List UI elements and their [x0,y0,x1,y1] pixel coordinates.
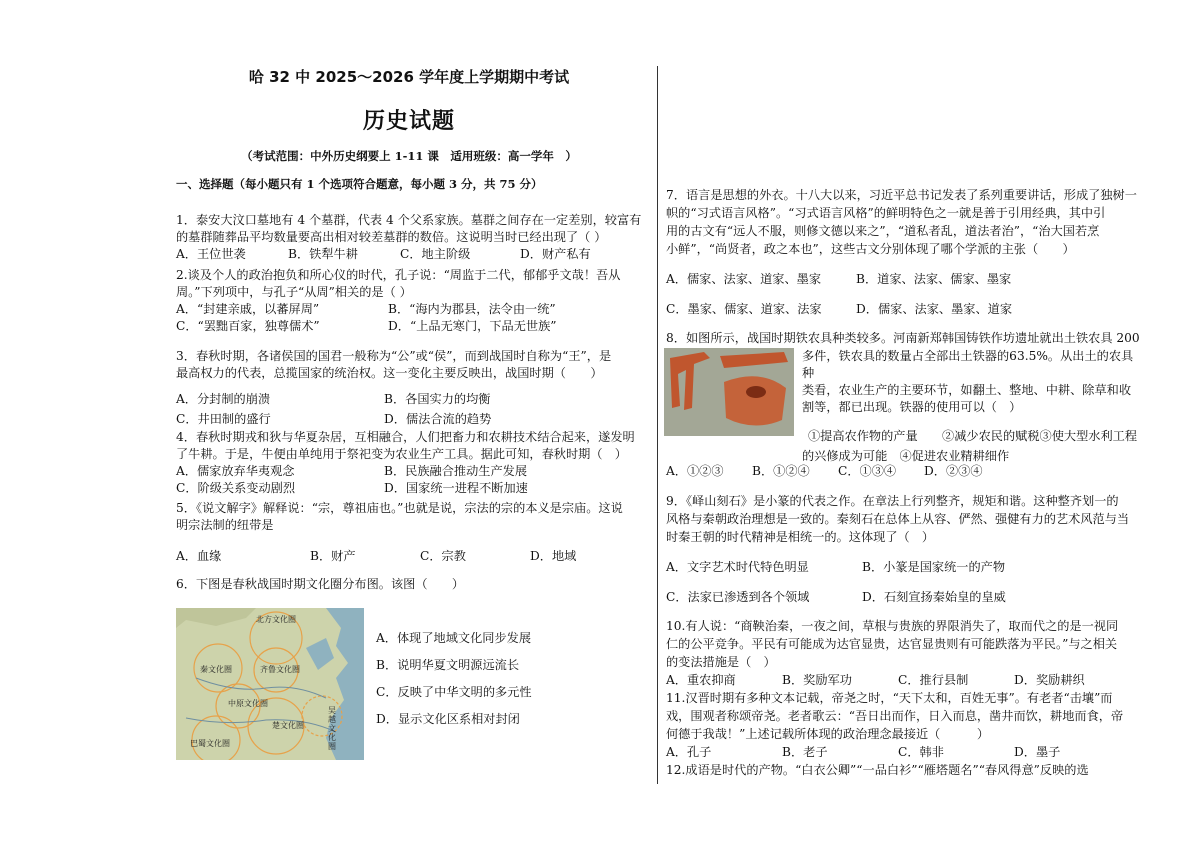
q6-option-b: B．说明华夏文明源远流长 [376,658,520,672]
q8-option-d: D．②③④ [924,464,983,478]
q6-options [376,630,646,728]
culture-map-image [176,608,364,760]
iron-tools-image [664,348,794,436]
q5-options [176,548,646,565]
q3-options-row2 [176,411,646,428]
q8-body [802,348,1144,465]
q8-options [666,463,1142,480]
q9-stem-line2: 风格与秦朝政治理想是一致的。秦刻石在总体上从容、俨然、强健有力的艺术风范与当 [666,512,1130,526]
q4-stem-line1: 4．春秋时期戎和狄与华夏杂居，互相融合，人们把畜力和农耕技术结合起来，遂发明 [176,430,635,444]
q1-stem-line1: 1．泰安大汶口墓地有 4 个墓群，代表 4 个父系家族。墓群之间存在一定差别，较富有 [176,213,642,227]
q4-option-c: C．阶级关系变动剧烈 [176,481,296,495]
q1-option-b: B．铁犁牛耕 [288,247,358,261]
q6-option-c: C．反映了中华文明的多元性 [376,685,532,699]
q2-option-d: D．“上品无寒门，下品无世族” [388,319,557,333]
q7-stem-line4: 小鲜”，“尚贤者，政之本也”，这些古文分别体现了哪个学派的主张（ ） [666,242,1075,256]
q1-option-a: A．王位世袭 [176,247,246,261]
q2 [176,267,646,335]
q7-options-row2 [666,300,1142,318]
q3-stem-line1: 3．春秋时期，各诸侯国的国君一般称为“公”或“侯”，而到战国时自称为“王”，是 [176,349,612,363]
q5-option-c: C．宗教 [420,549,466,563]
q11-options [666,743,1142,761]
q3-options-row1 [176,391,646,408]
q10-option-a: A．重农抑商 [666,673,736,687]
section-heading [176,176,642,192]
q1 [176,212,646,263]
q11 [666,689,1142,761]
q8-option-a: A．①②③ [666,464,724,478]
q8-choices-line1: ①提高农作物的产量 ②减少农民的赋税③使大型水利工程 [808,429,1138,443]
q11-option-a: A．孔子 [666,745,712,759]
q9-stem-line3: 时秦王朝的时代精神是相统一的。这体现了（ ） [666,530,935,544]
q4-option-d: D．国家统一进程不断加速 [384,481,528,495]
q7 [666,186,1142,318]
column-divider [657,66,658,784]
q10-option-b: B．奖励军功 [782,673,852,687]
q8-stem-line1: 8．如图所示，战国时期铁农具种类较多。河南新郑韩国铸铁作坊遗址就出土铁农具 200 [666,331,1140,345]
q8-stem-line4: 割等，都已出现。铁器的使用可以（ ） [802,400,1022,414]
map-label-qin: 秦文化圈 [200,665,232,674]
q5-option-b: B．财产 [310,549,356,563]
map-label-north: 北方文化圈 [256,615,296,624]
q11-option-c: C．韩非 [898,745,944,759]
q7-option-a: A．儒家、法家、道家、墨家 [666,272,822,286]
q11-stem-line2: 戏，围观者称颂帝尧。老者歌云：“吾日出而作，日入而息，凿井而饮，耕地而食，帝 [666,709,1124,723]
q3-option-b: B．各国实力的均衡 [384,392,491,406]
q4-stem-line2: 了牛耕。于是，牛便由单纯用于祭祀变为农业生产工具。据此可知，春秋时期（ ） [176,447,627,461]
q7-stem-line3: 用的古文有“远人不服，则修文德以来之”，“道私者乱，道法者治”，“治大国若烹 [666,224,1100,238]
q3-option-d: D．儒法合流的趋势 [384,412,492,426]
q4 [176,429,646,497]
q9-option-c: C．法家已渗透到各个领域 [666,590,810,604]
q7-options-row1 [666,270,1142,288]
q9-option-d: D．石刻宣扬秦始皇的皇威 [862,590,1006,604]
q12-stem-line1: 12.成语是时代的产物。“白衣公卿”“一品白衫”“雁塔题名”“春风得意”反映的选 [666,763,1089,777]
q1-option-d: D．财产私有 [520,247,591,261]
q9 [666,492,1142,606]
map-label-qilu: 齐鲁文化圈 [260,665,300,674]
q1-option-c: C．地主阶级 [400,247,471,261]
q3-option-c: C．井田制的盛行 [176,412,271,426]
q10-options [666,671,1142,689]
q2-stem-line1: 2.谈及个人的政治抱负和所心仪的时代，孔子说：“周监于二代，郁郁乎文哉！吾从 [176,268,621,282]
q7-stem-line2: 帜的“习式语言风格”。“习式语言风格”的鲜明特色之一就是善于引用经典，其中引 [666,206,1106,220]
q4-options-row2 [176,480,646,497]
q11-option-d: D．墨子 [1014,745,1061,759]
q10-option-c: C．推行县制 [898,673,969,687]
q3 [176,348,646,428]
q3-option-a: A．分封制的崩溃 [176,392,271,406]
subject-title: 历史试题 [362,109,455,134]
q8-option-c: C．①③④ [838,464,897,478]
q8-choices-line2: 的兴修成为可能 ④促进农业精耕细作 [802,449,1010,463]
q3-stem-line2: 最高权力的代表，总揽国家的统治权。这一变化主要反映出，战国时期（ ） [176,366,603,380]
exam-title: 哈 32 中 2025～2026 学年度上学期期中考试 [248,68,570,86]
q9-option-b: B．小篆是国家统一的产物 [862,560,1006,574]
q10-option-d: D．奖励耕织 [1014,673,1085,687]
q10-stem-line3: 的变法措施是（ ） [666,655,776,669]
q2-options-row1 [176,301,646,318]
q4-options-row1 [176,463,646,480]
q9-stem-line1: 9．《峄山刻石》是小篆的代表之作。在章法上行列整齐，规矩和谐。这种整齐划一的 [666,494,1119,508]
q7-option-b: B．道家、法家、儒家、墨家 [856,272,1012,286]
q11-stem-line3: 何德于我哉！”上述记载所体现的政治理念最接近（ ） [666,727,990,741]
q5-stem-line1: 5．《说文解字》解释说：“宗，尊祖庙也。”也就是说，宗法的宗的本义是宗庙。这说 [176,501,623,515]
q9-option-a: A．文字艺术时代特色明显 [666,560,809,574]
map-label-wuyue: 吴越文化圈 [328,706,336,751]
section-note: （每小题只有 1 个选项符合题意，每小题 3 分，共 75 分） [233,177,543,191]
q5-stem-line2: 明宗法制的纽带是 [176,518,274,532]
q8-option-b: B．①②④ [752,464,810,478]
q2-option-b: B．“海内为郡县，法令由一统” [388,302,556,316]
exam-scope: （考试范围：中外历史纲要上 1-11 课 适用班级：高一学年 ） [241,149,577,163]
q2-option-a: A．“封建亲戚，以蕃屏周” [176,302,320,316]
iron-tools-graphic [664,348,794,436]
section-title: 一、选择题 [176,177,234,191]
q2-options-row2 [176,318,646,335]
q7-option-d: D．儒家、法家、墨家、道家 [856,302,1013,316]
q7-stem-line1: 7．语言是思想的外衣。十八大以来，习近平总书记发表了系列重要讲话，形成了独树一 [666,188,1137,202]
q5-option-a: A．血缘 [176,549,222,563]
q6-option-a: A．体现了地域文化同步发展 [376,631,532,645]
q4-option-b: B．民族融合推动生产发展 [384,464,528,478]
q2-option-c: C．“罢黜百家，独尊儒术” [176,319,320,333]
q11-option-b: B．老子 [782,745,828,759]
q8-stem-line3: 类看，农业生产的主要环节，如翻土、整地、中耕、除草和收 [802,383,1132,397]
map-label-zhongyuan: 中原文化圈 [228,699,268,708]
q10 [666,617,1142,689]
q5-option-d: D．地域 [530,549,577,563]
q2-stem-line2: 周。”下列项中，与孔子“从周”相关的是（ ） [176,285,412,299]
q6-stem: 6．下图是春秋战国时期文化圈分布图。该图（ ） [176,577,465,591]
map-label-bashu: 巴蜀文化圈 [190,739,230,748]
q10-stem-line2: 仁的公平竞争。平民有可能成为达官显贵，达官显贵则有可能跌落为平民。”与之相关 [666,637,1118,651]
q9-options-row2 [666,588,1142,606]
q10-stem-line1: 10.有人说：“商鞅治秦，一夜之间，草根与贵族的界限消失了，取而代之的是一视同 [666,619,1119,633]
q9-options-row1 [666,558,1142,576]
q6-option-d: D．显示文化区系相对封闭 [376,712,520,726]
q7-option-c: C．墨家、儒家、道家、法家 [666,302,822,316]
q4-option-a: A．儒家放弃华夷观念 [176,464,295,478]
q11-stem-line1: 11.汉晋时期有多种文本记载，帝尧之时，“天下太和，百姓无事”。有老者“击壤”而 [666,691,1113,705]
q1-stem-line2: 的墓群随葬品平均数量要高出相对较差墓群的数倍。这说明当时已经出现了（ ） [176,230,607,244]
q5 [176,500,646,565]
q1-options [176,246,646,263]
q8-stem-line2: 多件，铁农具的数量占全部出土铁器的63.5%。从出土的农具种 [802,349,1134,380]
map-label-chu: 楚文化圈 [272,721,304,730]
